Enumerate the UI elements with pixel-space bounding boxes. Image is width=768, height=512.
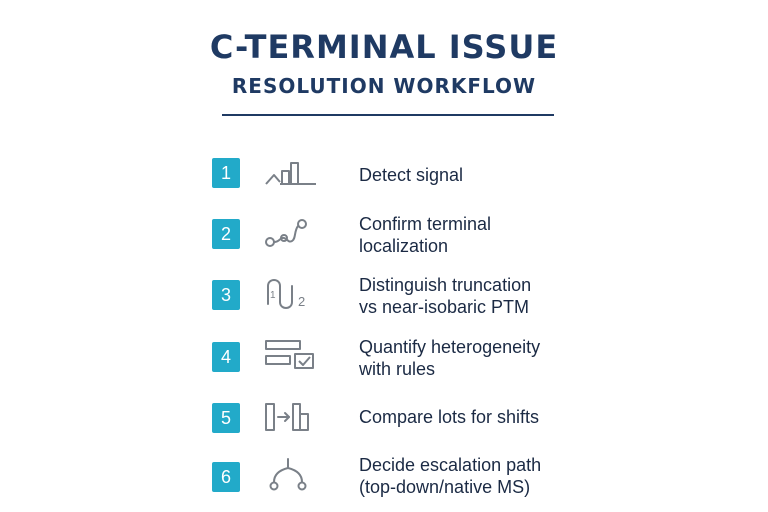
step-label-line: (top-down/native MS) bbox=[359, 477, 531, 497]
step-label-line: Decide escalation path bbox=[359, 455, 542, 475]
rules-checklist-icon bbox=[262, 337, 318, 377]
step-number-badge: 3 bbox=[212, 280, 240, 310]
step-number-badge: 5 bbox=[212, 403, 240, 433]
step-number-badge: 4 bbox=[212, 342, 240, 372]
isoform-wave-icon bbox=[262, 274, 318, 314]
workflow-step-2 bbox=[212, 213, 612, 259]
step-number-badge: 2 bbox=[212, 219, 240, 249]
step-label bbox=[359, 454, 619, 498]
step-label-line: Distinguish truncation bbox=[359, 275, 532, 295]
step-label-line: localization bbox=[359, 236, 449, 256]
step-number-badge: 6 bbox=[212, 462, 240, 492]
isoform-label-1: 1 bbox=[270, 290, 276, 301]
step-label-line: Compare lots for shifts bbox=[359, 407, 540, 427]
workflow-step-3 bbox=[212, 274, 612, 320]
workflow-step-5 bbox=[212, 397, 612, 443]
step-label bbox=[359, 213, 619, 257]
decision-tree-icon bbox=[262, 456, 318, 496]
step-label bbox=[359, 164, 619, 186]
step-label bbox=[359, 406, 619, 428]
step-label-line: Detect signal bbox=[359, 165, 464, 185]
compare-lots-icon bbox=[262, 398, 318, 438]
title-divider bbox=[222, 114, 554, 116]
step-label-line: Quantify heterogeneity bbox=[359, 337, 541, 357]
page-subtitle: RESOLUTION WORKFLOW bbox=[231, 74, 537, 98]
linked-nodes-icon bbox=[262, 215, 318, 255]
isoform-label-2: 2 bbox=[298, 294, 306, 309]
page-title: C-TERMINAL ISSUE bbox=[209, 28, 559, 66]
step-number-badge: 1 bbox=[212, 158, 240, 188]
workflow-step-6 bbox=[212, 455, 612, 504]
signal-bars-icon bbox=[262, 153, 318, 193]
workflow-step-4 bbox=[212, 336, 612, 382]
step-label-line: vs near-isobaric PTM bbox=[359, 297, 530, 317]
step-label bbox=[359, 274, 619, 318]
workflow-step-1 bbox=[212, 152, 612, 198]
step-label-line: Confirm terminal bbox=[359, 214, 492, 234]
step-label-line: with rules bbox=[359, 359, 436, 379]
step-label bbox=[359, 336, 619, 380]
